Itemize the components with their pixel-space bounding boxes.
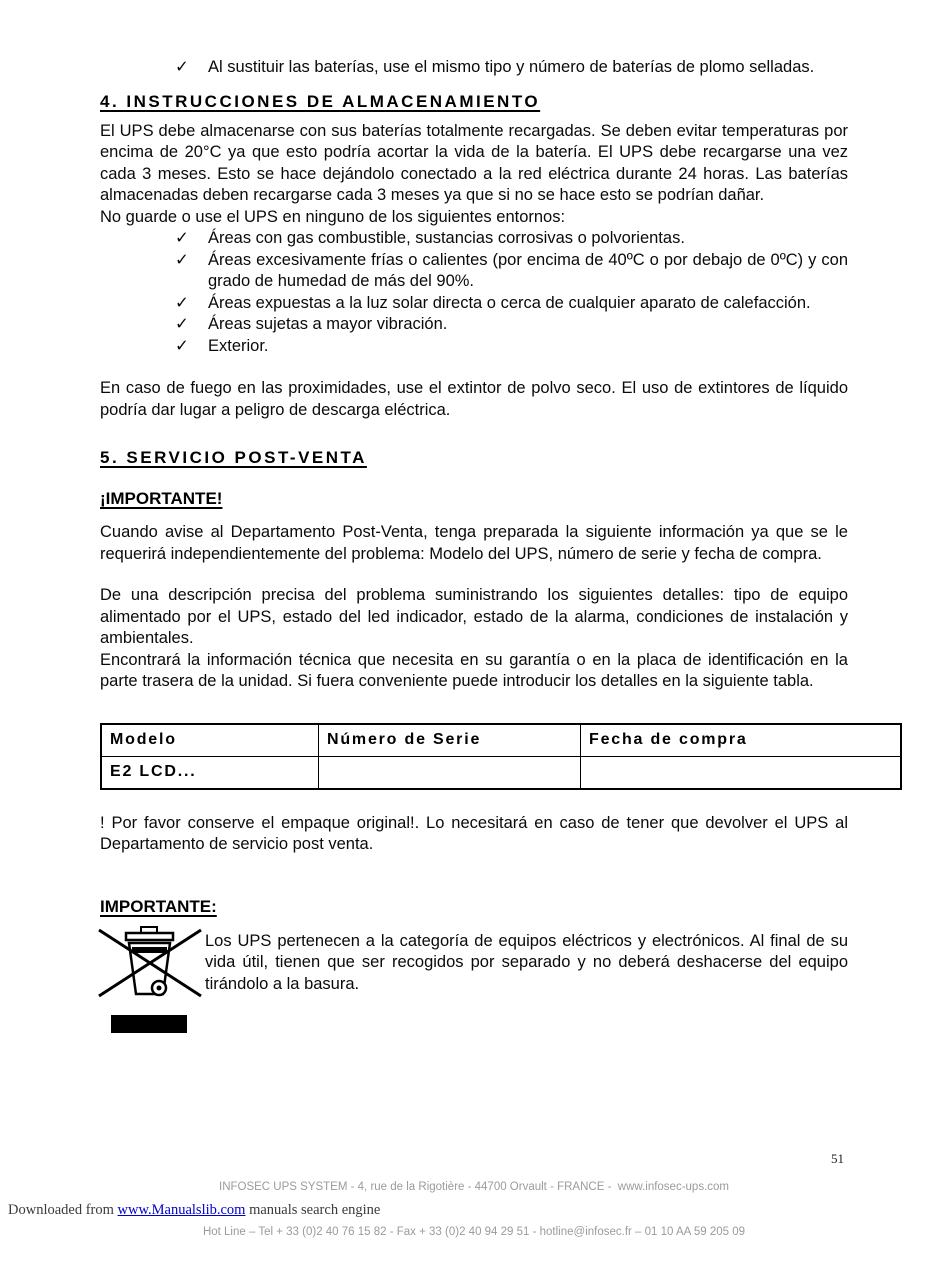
list-item-text: Áreas expuestas a la luz solar directa o cerca de cualquier aparato de calefacción. (208, 293, 811, 312)
list-item (100, 336, 848, 358)
footer-address-line: INFOSEC UPS SYSTEM - 4, rue de la Rigotière - 44700 Orvault - FRANCE - www.infosec-ups.com (219, 1181, 729, 1193)
check-icon: ✓ (175, 250, 189, 269)
list-item (100, 314, 848, 336)
list-item-text: Áreas con gas combustible, sustancias corrosivas o polvorientas. (208, 229, 685, 247)
footer-hotline-line: Hot Line – Tel + 33 (0)2 40 76 15 82 - Fax + 33 (0)2 40 94 29 51 - hotline@infosec.fr – 01 10 AA 59 205 09 (202, 1226, 746, 1238)
problem-description-paragraph: De una descripción precisa del problema suministrando los siguientes detalles: tipo de equipo alimentado por el UPS, estado del led indicador, estado de la alarma, condiciones de instalación y ambientales. (100, 586, 848, 647)
section-4-title: 4. INSTRUCCIONES DE ALMACENAMIENTO (100, 91, 541, 111)
col-header-fecha-compra: Fecha de compra (581, 724, 902, 757)
manualslib-link[interactable]: www.Manualslib.com (117, 1202, 246, 1218)
list-item-text: Al sustituir las baterías, use el mismo tipo y número de baterías de plomo selladas. (208, 58, 815, 76)
product-info-table (100, 723, 902, 790)
list-item (100, 250, 848, 293)
section-5-title: 5. SERVICIO POST-VENTA (100, 448, 367, 467)
cell-numero-serie-value (319, 756, 581, 789)
manualslib-watermark (8, 1202, 380, 1219)
weee-crossed-out-bin-icon (95, 924, 205, 1000)
important-heading: ¡IMPORTANTE! (100, 489, 223, 508)
postventa-info-paragraph: Cuando avise al Departamento Post-Venta, tenga preparada la siguiente información ya que se le requerirá independientemente del problema: Modelo del UPS, número de serie y fecha de compra. (100, 523, 848, 563)
environments-intro: No guarde o use el UPS en ninguno de los siguientes entornos: (100, 207, 566, 226)
table-row (101, 756, 901, 789)
col-header-modelo: Modelo (101, 724, 319, 757)
important2-heading: IMPORTANTE: (100, 896, 217, 916)
keep-packaging-paragraph: ! Por favor conserve el empaque original!. Lo necesitará en caso de tener que devolver el UPS al Departamento de servicio post venta. (100, 813, 848, 853)
col-header-numero-serie: Número de Serie (319, 724, 581, 757)
check-icon: ✓ (175, 315, 189, 333)
check-icon: ✓ (175, 58, 189, 76)
list-item (100, 57, 848, 79)
watermark-suffix: manuals search engine (245, 1202, 381, 1218)
weee-black-bar (111, 1015, 187, 1033)
check-icon: ✓ (175, 229, 189, 247)
page-number: 51 (831, 1151, 844, 1166)
weee-paragraph: Los UPS pertenecen a la categoría de equipos eléctricos y electrónicos. Al final de su vida útil, tienen que ser recogidos por separado y no deberá deshacerse del equipo tirándolo a la basura. (205, 931, 848, 993)
check-icon: ✓ (175, 293, 189, 312)
page-content (100, 57, 848, 1033)
fire-warning-paragraph: En caso de fuego en las proximidades, use el extintor de polvo seco. El uso de extintores de líquido podría dar lugar a peligro de descarga eléctrica. (100, 379, 848, 419)
weee-block (100, 924, 848, 1033)
list-item (100, 228, 848, 250)
cell-fecha-compra-value (581, 756, 902, 789)
list-item (100, 293, 848, 315)
cell-modelo-value: E2 LCD... (101, 756, 319, 789)
weee-icon-column (95, 924, 205, 1033)
technical-info-paragraph: Encontrará la información técnica que necesita en su garantía o en la placa de identificación en la parte trasera de la unidad. Si fuera conveniente puede introducir los detalles en la siguiente tabla. (100, 650, 848, 690)
list-item-text: Áreas excesivamente frías o calientes (por encima de 40ºC o por debajo de 0ºC) y con grado de humedad de más del 90%. (208, 250, 848, 290)
check-icon: ✓ (175, 336, 189, 355)
watermark-prefix: Downloaded from (8, 1202, 118, 1218)
storage-paragraph: El UPS debe almacenarse con sus baterías totalmente recargadas. Se deben evitar temperaturas por encima de 20°C ya que esto podría acortar la vida de la batería. El UPS debe recargarse una vez cada 3 meses. Esto se hace dejándolo conectado a la red eléctrica durante 24 horas. Las baterías almacenadas deben recargarse cada 3 meses ya que si no se hace esto se podrían dañar. (100, 121, 848, 204)
list-item-text: Exterior. (208, 336, 269, 355)
table-header-row (101, 724, 901, 757)
list-item-text: Áreas sujetas a mayor vibración. (208, 315, 448, 333)
